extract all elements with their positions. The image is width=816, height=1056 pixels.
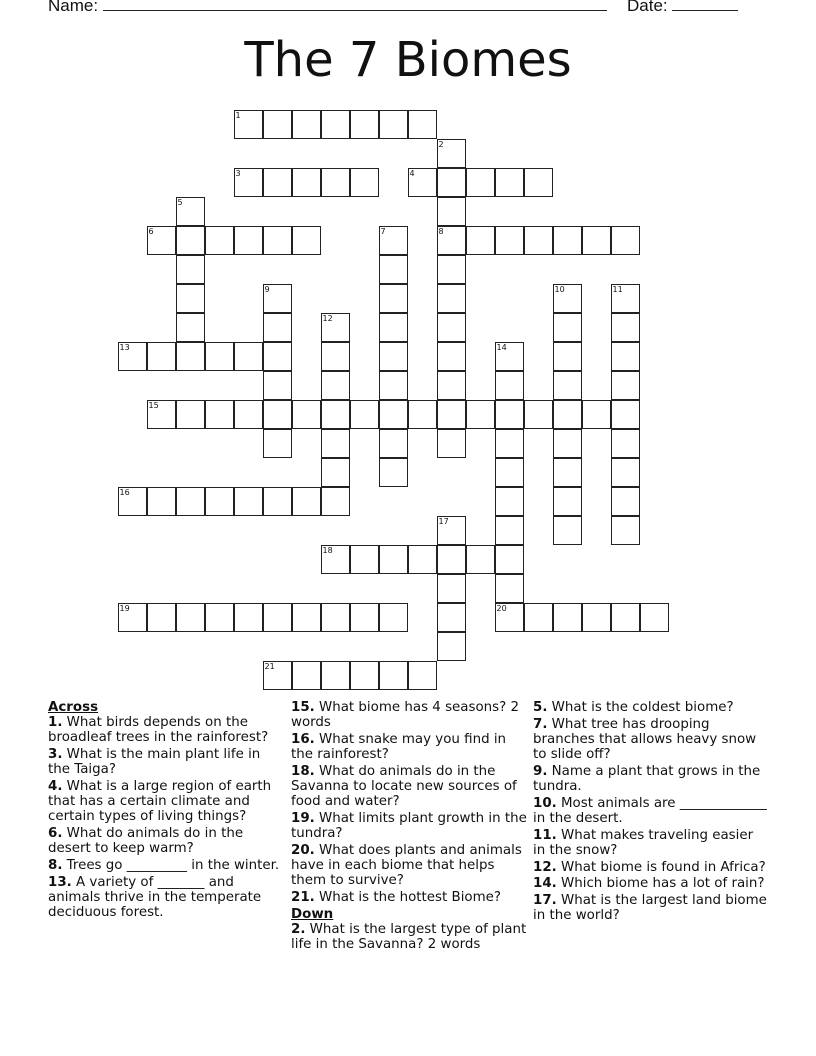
grid-cell[interactable]: [321, 458, 350, 487]
grid-cell[interactable]: [379, 429, 408, 458]
clue-num: 13.: [48, 874, 72, 890]
grid-cell[interactable]: [611, 429, 640, 458]
grid-cell[interactable]: [205, 487, 234, 516]
clue-number: 1: [235, 110, 241, 120]
clue-item: [291, 922, 527, 952]
clue-text: What is a large region of earth that has a certain climate and certain types of living things?: [48, 779, 272, 825]
grid-cell[interactable]: [205, 226, 234, 255]
clue-text: What biome is found in Africa?: [556, 859, 766, 875]
clue-num: 7.: [533, 716, 548, 732]
grid-cell[interactable]: [350, 110, 379, 139]
grid-cell[interactable]: [321, 110, 350, 139]
clue-item: [291, 890, 527, 905]
grid-cell[interactable]: [611, 516, 640, 545]
grid-cell[interactable]: [611, 603, 640, 632]
clue-num: 2.: [291, 921, 306, 937]
grid-cell[interactable]: [147, 400, 176, 429]
grid-cell[interactable]: [437, 429, 466, 458]
grid-cell[interactable]: [495, 168, 524, 197]
grid-cell[interactable]: [379, 313, 408, 342]
grid-cell[interactable]: [640, 603, 669, 632]
clue-num: 19.: [291, 810, 315, 826]
clue-item: [533, 828, 769, 858]
grid-cell[interactable]: [263, 313, 292, 342]
grid-cell[interactable]: [437, 632, 466, 661]
grid-cell[interactable]: [176, 197, 205, 226]
grid-cell[interactable]: [611, 284, 640, 313]
grid-cell[interactable]: [437, 545, 466, 574]
grid-cell[interactable]: [147, 487, 176, 516]
grid-cell[interactable]: [553, 226, 582, 255]
clue-number: 5: [177, 197, 183, 207]
grid-cell[interactable]: [263, 487, 292, 516]
clue-num: 18.: [291, 763, 315, 779]
grid-cell[interactable]: [234, 603, 263, 632]
clue-number: 7: [380, 226, 386, 236]
clue-item: [48, 715, 284, 745]
clue-number: 16: [119, 487, 130, 497]
grid-cell[interactable]: [263, 168, 292, 197]
clue-number: 18: [322, 545, 333, 555]
grid-cell[interactable]: [582, 400, 611, 429]
clue-num: 5.: [533, 700, 548, 715]
clue-number: 6: [148, 226, 154, 236]
grid-cell[interactable]: [379, 458, 408, 487]
grid-cell[interactable]: [379, 661, 408, 690]
grid-cell[interactable]: [495, 400, 524, 429]
grid-cell[interactable]: [524, 226, 553, 255]
clue-text: Trees go _________ in the winter.: [62, 858, 280, 874]
grid-cell[interactable]: [263, 400, 292, 429]
grid-cell[interactable]: [379, 371, 408, 400]
grid-cell[interactable]: [553, 603, 582, 632]
grid-cell[interactable]: [292, 603, 321, 632]
clue-number: 4: [409, 168, 415, 178]
grid-cell[interactable]: [437, 313, 466, 342]
grid-cell[interactable]: [437, 400, 466, 429]
grid-cell[interactable]: [321, 371, 350, 400]
grid-cell[interactable]: [263, 226, 292, 255]
grid-cell[interactable]: [553, 487, 582, 516]
grid-cell[interactable]: [524, 168, 553, 197]
clue-number: 17: [438, 516, 449, 526]
grid-cell[interactable]: [582, 603, 611, 632]
grid-cell[interactable]: [379, 342, 408, 371]
clues-column-2: [291, 700, 527, 954]
clues-column-3: [533, 700, 769, 925]
clue-text: What is the main plant life in the Taiga?: [48, 747, 261, 778]
clue-num: 10.: [533, 795, 557, 811]
grid-cell[interactable]: [611, 342, 640, 371]
clue-item: [533, 700, 769, 715]
grid-cell[interactable]: [437, 139, 466, 168]
grid-cell[interactable]: [321, 487, 350, 516]
grid-cell[interactable]: [611, 487, 640, 516]
clue-num: 17.: [533, 892, 557, 908]
grid-cell[interactable]: [321, 603, 350, 632]
grid-cell[interactable]: [118, 487, 147, 516]
grid-cell[interactable]: [379, 603, 408, 632]
clue-item: [533, 860, 769, 875]
grid-cell[interactable]: [437, 603, 466, 632]
grid-cell[interactable]: [437, 226, 466, 255]
grid-cell[interactable]: [495, 574, 524, 603]
grid-cell[interactable]: [495, 458, 524, 487]
down-heading: Down: [291, 906, 334, 922]
grid-cell[interactable]: [495, 516, 524, 545]
grid-cell[interactable]: [176, 400, 205, 429]
grid-cell[interactable]: [437, 284, 466, 313]
grid-cell[interactable]: [234, 487, 263, 516]
grid-cell[interactable]: [495, 429, 524, 458]
grid-cell[interactable]: [263, 371, 292, 400]
clue-text: What biome has 4 seasons? 2 words: [291, 700, 520, 731]
grid-cell[interactable]: [408, 400, 437, 429]
grid-cell[interactable]: [379, 284, 408, 313]
name-label: Name:: [48, 0, 99, 15]
grid-cell[interactable]: [379, 545, 408, 574]
clue-item: [533, 764, 769, 794]
grid-cell[interactable]: [263, 661, 292, 690]
across-heading: Across: [48, 700, 99, 715]
date-label: Date:: [627, 0, 668, 15]
clue-item: [291, 843, 527, 889]
grid-cell[interactable]: [321, 313, 350, 342]
grid-cell[interactable]: [118, 603, 147, 632]
clue-text: What birds depends on the broadleaf trees in the rainforest?: [48, 715, 269, 746]
clue-num: 6.: [48, 826, 63, 842]
grid-cell[interactable]: [176, 487, 205, 516]
clue-text: What do animals do in the Savanna to locate new sources of food and water?: [291, 763, 517, 810]
grid-cell[interactable]: [379, 255, 408, 284]
clue-num: 11.: [533, 827, 557, 843]
grid-cell[interactable]: [321, 400, 350, 429]
grid-cell[interactable]: [582, 226, 611, 255]
grid-cell[interactable]: [495, 487, 524, 516]
grid-cell[interactable]: [176, 255, 205, 284]
grid-cell[interactable]: [524, 603, 553, 632]
clue-number: 9: [264, 284, 270, 294]
grid-cell[interactable]: [176, 284, 205, 313]
clue-num: 9.: [533, 763, 548, 779]
clue-item: [533, 717, 769, 763]
grid-cell[interactable]: [263, 342, 292, 371]
grid-cell[interactable]: [466, 226, 495, 255]
grid-cell[interactable]: [176, 603, 205, 632]
clue-text: What do animals do in the desert to keep warm?: [48, 826, 244, 857]
grid-cell[interactable]: [466, 400, 495, 429]
grid-cell[interactable]: [147, 603, 176, 632]
clue-item: [48, 779, 284, 825]
grid-cell[interactable]: [147, 342, 176, 371]
grid-cell[interactable]: [234, 226, 263, 255]
grid-cell[interactable]: [495, 342, 524, 371]
clue-number: 2: [438, 139, 444, 149]
clue-text: Name a plant that grows in the tundra.: [533, 763, 761, 795]
clue-text: What is the largest type of plant life in the Savanna? 2 words: [291, 921, 527, 953]
clue-number: 21: [264, 661, 275, 671]
grid-cell[interactable]: [350, 400, 379, 429]
clue-num: 21.: [291, 889, 315, 905]
clue-item: [48, 858, 284, 873]
clue-num: 1.: [48, 715, 63, 731]
clue-number: 10: [554, 284, 565, 294]
grid-cell[interactable]: [263, 429, 292, 458]
clue-num: 3.: [48, 747, 63, 763]
grid-cell[interactable]: [321, 168, 350, 197]
grid-cell[interactable]: [292, 226, 321, 255]
grid-cell[interactable]: [466, 545, 495, 574]
grid-cell[interactable]: [379, 110, 408, 139]
grid-cell[interactable]: [350, 661, 379, 690]
grid-cell[interactable]: [611, 313, 640, 342]
grid-cell[interactable]: [437, 371, 466, 400]
grid-cell[interactable]: [147, 226, 176, 255]
clue-item: [48, 875, 284, 921]
grid-cell[interactable]: [176, 342, 205, 371]
clue-item: [533, 876, 769, 891]
clue-number: 8: [438, 226, 444, 236]
grid-cell[interactable]: [611, 400, 640, 429]
clue-number: 20: [496, 603, 507, 613]
clue-text: What makes traveling easier in the snow?: [533, 827, 754, 858]
clue-text: What snake may you find in the rainforest?: [291, 731, 507, 763]
grid-cell[interactable]: [408, 661, 437, 690]
grid-cell[interactable]: [495, 226, 524, 255]
grid-cell[interactable]: [321, 342, 350, 371]
clue-item: [291, 764, 527, 810]
clue-number: 13: [119, 342, 130, 352]
grid-cell[interactable]: [176, 226, 205, 255]
clue-item: [533, 796, 769, 826]
grid-cell[interactable]: [350, 168, 379, 197]
grid-cell[interactable]: [292, 400, 321, 429]
grid-cell[interactable]: [466, 168, 495, 197]
clue-item: [291, 732, 527, 762]
clue-number: 14: [496, 342, 507, 352]
grid-cell[interactable]: [292, 168, 321, 197]
grid-cell[interactable]: [437, 516, 466, 545]
clue-item: [291, 811, 527, 841]
clues-column-1: [48, 700, 284, 922]
clue-text: What is the largest land biome in the world?: [533, 892, 767, 924]
grid-cell[interactable]: [292, 487, 321, 516]
clue-num: 4.: [48, 779, 63, 795]
grid-cell[interactable]: [553, 284, 582, 313]
grid-cell[interactable]: [611, 226, 640, 255]
grid-cell[interactable]: [292, 110, 321, 139]
clue-number: 19: [119, 603, 130, 613]
grid-cell[interactable]: [321, 545, 350, 574]
clue-item: [48, 826, 284, 856]
grid-cell[interactable]: [321, 661, 350, 690]
grid-cell[interactable]: [553, 313, 582, 342]
grid-cell[interactable]: [495, 603, 524, 632]
grid-cell[interactable]: [437, 574, 466, 603]
grid-cell[interactable]: [437, 197, 466, 226]
grid-cell[interactable]: [408, 545, 437, 574]
grid-cell[interactable]: [524, 400, 553, 429]
grid-cell[interactable]: [263, 603, 292, 632]
clue-number: 3: [235, 168, 241, 178]
grid-cell[interactable]: [234, 168, 263, 197]
grid-cell[interactable]: [495, 371, 524, 400]
grid-cell[interactable]: [437, 255, 466, 284]
grid-cell[interactable]: [611, 458, 640, 487]
grid-cell[interactable]: [437, 342, 466, 371]
grid-cell[interactable]: [263, 284, 292, 313]
grid-cell[interactable]: [611, 371, 640, 400]
page-title: The 7 Biomes: [244, 32, 572, 88]
grid-cell[interactable]: [118, 342, 147, 371]
grid-cell[interactable]: [495, 545, 524, 574]
clue-text: What is the coldest biome?: [547, 700, 734, 715]
clue-num: 12.: [533, 859, 557, 875]
grid-cell[interactable]: [234, 400, 263, 429]
grid-cell[interactable]: [408, 110, 437, 139]
clue-number: 15: [148, 400, 159, 410]
grid-cell[interactable]: [553, 342, 582, 371]
clue-num: 14.: [533, 876, 557, 892]
clue-text: Which biome has a lot of rain?: [556, 876, 765, 892]
grid-cell[interactable]: [234, 110, 263, 139]
grid-cell[interactable]: [553, 516, 582, 545]
clue-text: What limits plant growth in the tundra?: [291, 810, 527, 842]
grid-cell[interactable]: [205, 603, 234, 632]
clue-text: Most animals are _____________ in the desert.: [533, 795, 767, 826]
grid-cell[interactable]: [263, 110, 292, 139]
clue-text: What does plants and animals have in each biome that helps them to survive?: [291, 842, 522, 889]
clue-item: [291, 700, 527, 730]
grid-cell[interactable]: [205, 400, 234, 429]
grid-cell[interactable]: [437, 168, 466, 197]
grid-cell[interactable]: [553, 458, 582, 487]
grid-cell[interactable]: [350, 603, 379, 632]
grid-cell[interactable]: [379, 226, 408, 255]
grid-cell[interactable]: [292, 661, 321, 690]
clue-item: [533, 893, 769, 923]
grid-cell[interactable]: [321, 429, 350, 458]
grid-cell[interactable]: [176, 313, 205, 342]
grid-cell[interactable]: [350, 545, 379, 574]
clue-text: What tree has drooping branches that allows heavy snow to slide off?: [533, 716, 757, 763]
clue-text: What is the hottest Biome?: [314, 889, 502, 905]
grid-cell[interactable]: [205, 342, 234, 371]
grid-cell[interactable]: [553, 429, 582, 458]
grid-cell[interactable]: [553, 400, 582, 429]
grid-cell[interactable]: [379, 400, 408, 429]
grid-cell[interactable]: [234, 342, 263, 371]
grid-cell[interactable]: [553, 371, 582, 400]
clue-num: 15.: [291, 700, 315, 715]
clue-number: 11: [612, 284, 623, 294]
grid-cell[interactable]: [408, 168, 437, 197]
clue-num: 20.: [291, 842, 315, 858]
clue-num: 8.: [48, 858, 63, 874]
clue-item: [48, 747, 284, 777]
clue-text: A variety of _______ and animals thrive in the temperate deciduous forest.: [48, 874, 262, 921]
clue-num: 16.: [291, 731, 315, 747]
clue-number: 12: [322, 313, 333, 323]
